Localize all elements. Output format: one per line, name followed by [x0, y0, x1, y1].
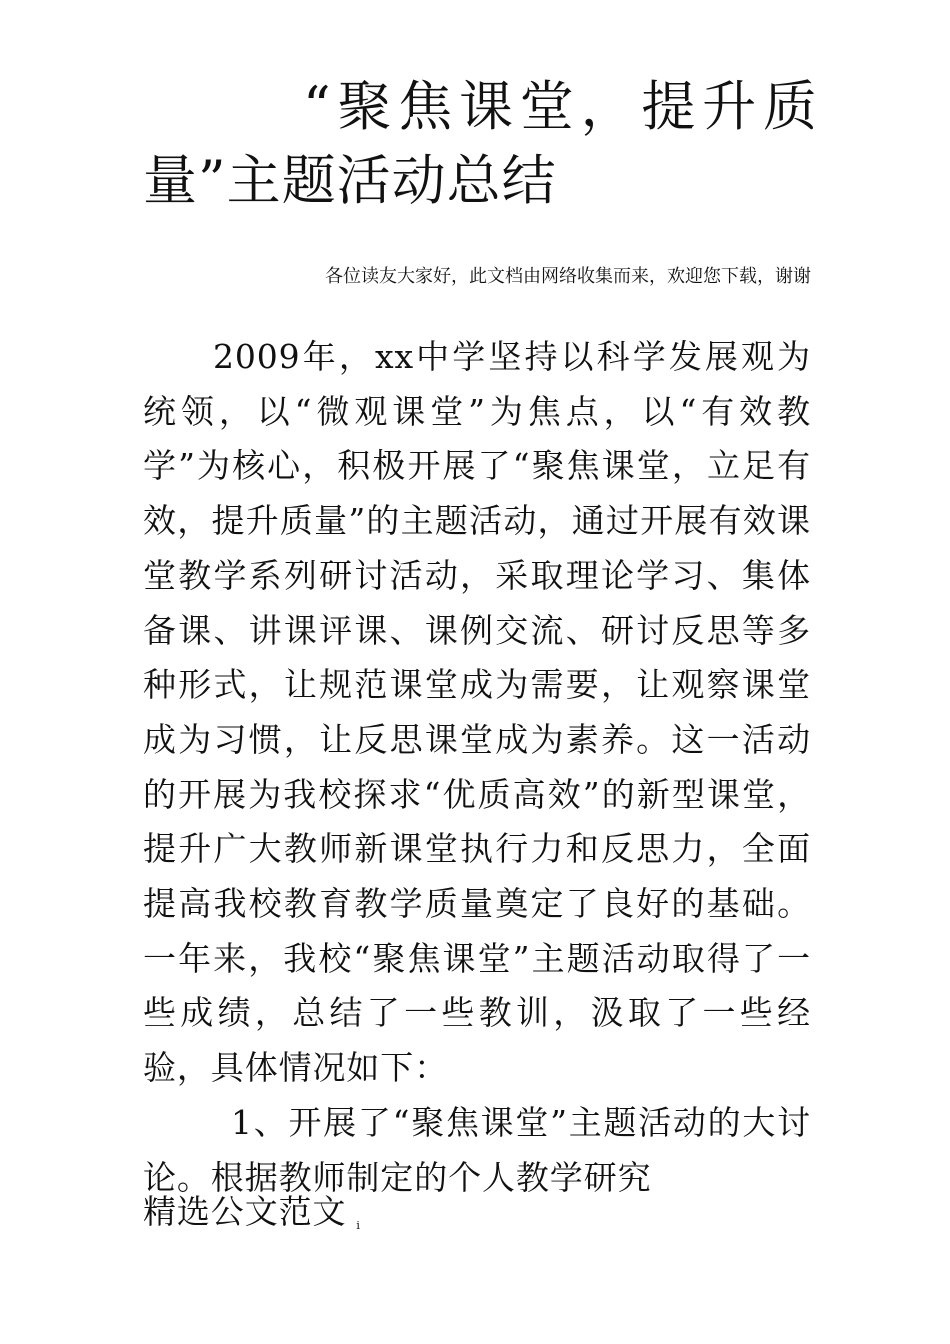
footer-page-mark: i — [356, 1219, 360, 1232]
footer-text: 精选公文范文 — [143, 1192, 347, 1231]
body-paragraph-2: 1、开展了“聚焦课堂”主题活动的大讨论。根据教师制定的个人教学研究 — [143, 1102, 811, 1197]
document-title: “聚焦课堂，提升质量”主题活动总结 — [143, 75, 818, 212]
document-body — [143, 330, 811, 1205]
page-footer — [143, 1185, 360, 1240]
body-paragraph-1: 2009年，xx中学坚持以科学发展观为统领，以“微观课堂”为焦点，以“有效教学”为核心，积极开展了“聚焦课堂，立足有效，提升质量”的主题活动，通过开展有效课堂教学系列研讨活动，采取理论学习、集体备课、讲课评课、课例交流、研讨反思等多种形式，让规范课堂成为需要，让观察课堂成为习惯，让反思课堂成为素养。这一活动的开展为我校探求“优质高效”的新型课堂，提升广大教师新课堂执行力和反思力，全面提高我校教育教学质量奠定了良好的基础。一年来，我校“聚焦课堂”主题活动取得了一些成绩，总结了一些教训，汲取了一些经验，具体情况如下： — [143, 337, 811, 1088]
download-note: 各位读友大家好，此文档由网络收集而来，欢迎您下载，谢谢 — [325, 266, 811, 287]
